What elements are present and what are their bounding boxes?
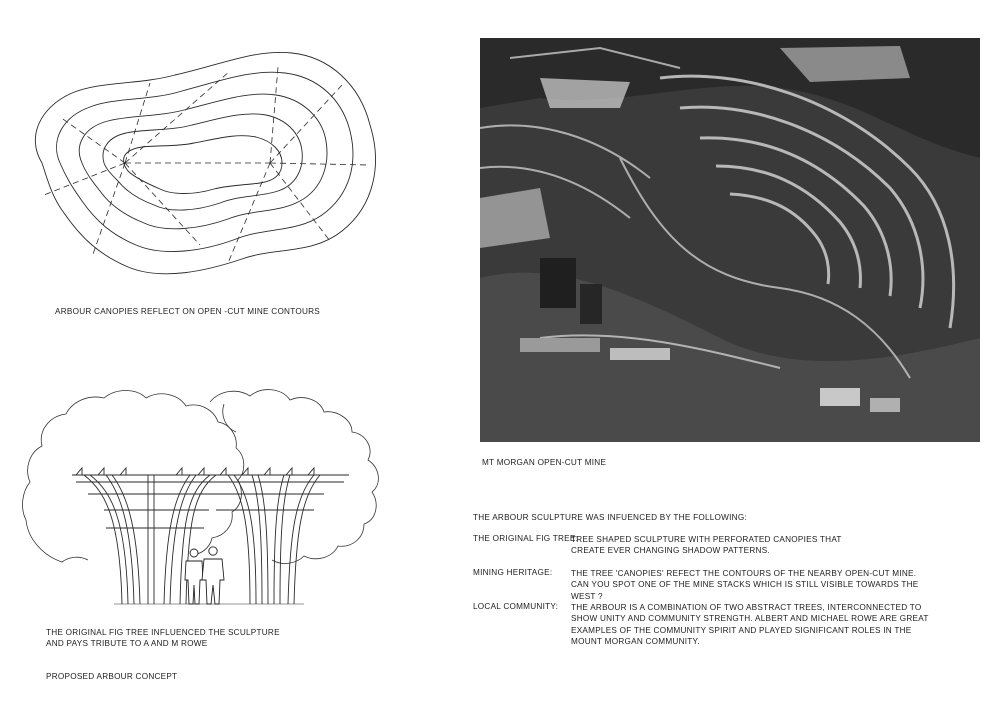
mine-photo-caption: MT MORGAN OPEN-CUT MINE bbox=[482, 458, 607, 467]
mine-aerial-photo bbox=[480, 38, 980, 442]
influence-text-mining: THE TREE 'CANOPIES' REFECT THE CONTOURS OF THE NEARBY OPEN-CUT MINE. CAN YOU SPOT ONE OF THE MINE STACKS WHICH IS STILL VISIBLE TOWARDS THE WEST ? bbox=[571, 569, 919, 601]
contour-caption: ARBOUR CANOPIES REFLECT ON OPEN -CUT MINE CONTOURS bbox=[55, 307, 320, 316]
influence-text-fig-tree: TREE SHAPED SCULPTURE WITH PERFORATED CANOPIES THAT CREATE EVER CHANGING SHADOW PATTERNS. bbox=[571, 535, 842, 556]
fig-tree-caption: THE ORIGINAL FIG TREE INFLUENCED THE SCULPTURE AND PAYS TRIBUTE TO A AND M ROWE bbox=[46, 628, 280, 649]
influence-text-community: THE ARBOUR IS A COMBINATION OF TWO ABSTRACT TREES, INTERCONNECTED TO SHOW UNITY AND COMMUNITY STRENGTH. ALBERT AND MICHAEL ROWE ARE GREAT EXAMPLES OF THE COMMUNITY SPIRIT AND PLAYED SIGNIFICANT ROLES IN THE MOUNT MORGAN COMMUNITY. bbox=[571, 603, 929, 647]
influences-heading: THE ARBOUR SCULPTURE WAS INFUENCED BY THE FOLLOWING: bbox=[473, 513, 747, 522]
influence-label-community: LOCAL COMMUNITY: bbox=[473, 602, 559, 611]
canopy-contour-drawing bbox=[30, 45, 385, 280]
arbour-elevation-drawing bbox=[14, 380, 406, 612]
influence-label-mining: MINING HERITAGE: bbox=[473, 568, 553, 577]
concept-caption: PROPOSED ARBOUR CONCEPT bbox=[46, 672, 178, 681]
mine-photo-render bbox=[480, 38, 980, 442]
influence-label-fig-tree: THE ORIGINAL FIG TREE: bbox=[473, 534, 579, 543]
